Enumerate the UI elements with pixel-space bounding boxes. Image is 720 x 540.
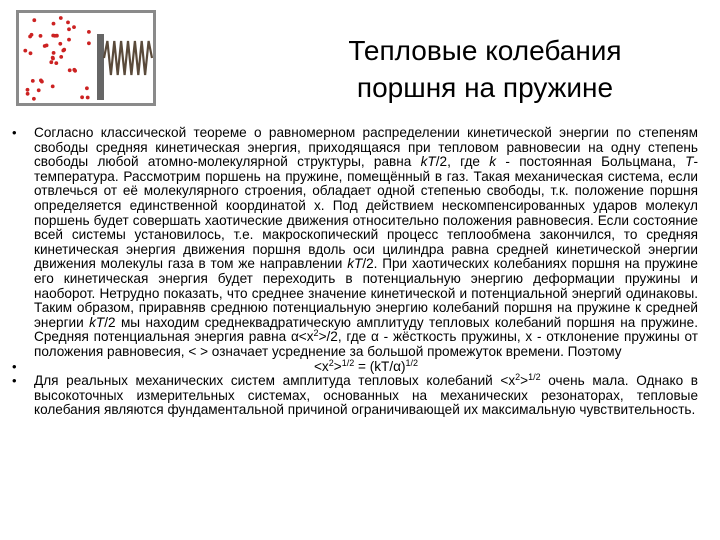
text-fragment: Для реальных механических систем амплитуда тепловых колебаний <x <box>34 373 516 389</box>
bullet-item-theory <box>8 126 698 360</box>
molecule <box>51 85 55 89</box>
molecule <box>86 96 90 100</box>
molecule <box>59 55 63 59</box>
symbol-kt: kT <box>420 154 436 170</box>
superscript: 2 <box>515 372 521 383</box>
title-line-2: поршня на пружине <box>356 72 614 103</box>
molecule <box>68 68 72 72</box>
slide-title <box>300 32 670 106</box>
superscript: 1/2 <box>341 357 355 368</box>
molecule <box>30 33 34 37</box>
superscript: 1/2 <box>528 372 541 383</box>
text-fragment: >/2, где α - жёсткость пружины, х - отклонение пружины от положения равновесия, < > означает усреднение за большой промежуток времени. Поэтому <box>34 329 698 359</box>
molecule <box>23 49 27 53</box>
molecule <box>66 21 70 25</box>
molecule <box>58 42 62 46</box>
bullet-marker: • <box>12 125 17 140</box>
symbol-kt: kT <box>347 256 363 272</box>
molecule <box>31 79 35 83</box>
symbol-kt: kT <box>89 314 105 330</box>
molecule <box>59 16 63 20</box>
piston <box>97 34 104 100</box>
title-line-1: Тепловые колебания <box>348 35 622 66</box>
molecule <box>80 95 84 99</box>
symbol-k: k <box>489 154 497 170</box>
molecule <box>52 51 56 55</box>
molecule <box>39 34 43 38</box>
molecule <box>72 25 76 29</box>
molecule <box>67 27 71 31</box>
molecule <box>85 86 89 90</box>
molecule <box>67 38 71 42</box>
text-fragment: - температура. Рассмотрим поршень на пружине, помещённый в газ. Такая механическая система, если отвлечься от её молекулярного строения, обладает одной степенью свободы, т.к. положение поршня определяется единственной координатой х. Под действием нескомпенсированных ударов молекул поршень будет совершать хаотические движения относительно положения равновесия. Если состояние всей системы установилось, т.е. макроскопический процесс теплообмена закончился, то средняя кинетическая энергия движения поршня вдоль оси цилиндра равна средней кинетической энергии движения молекулы газа в том же направлении <box>34 154 698 272</box>
molecule <box>72 68 76 72</box>
molecule <box>54 61 58 65</box>
superscript: 2 <box>313 328 319 339</box>
molecule <box>32 18 36 22</box>
molecule <box>32 97 36 101</box>
text-fragment: очень мала. Однако в высокоточных измерительных системах, основанных на механических резонаторах, тепловые колебания являются фундаментальной причиной ограничивающей их максимальную чувствительность. <box>34 373 698 418</box>
bullet-item-real-systems <box>8 374 698 418</box>
molecule <box>26 92 30 96</box>
molecule <box>52 22 56 26</box>
molecule <box>87 30 91 34</box>
bullet-text-real-systems <box>34 374 698 418</box>
symbol-t: T <box>685 154 694 170</box>
bullet-text-theory <box>34 126 698 360</box>
molecule <box>62 48 66 52</box>
molecule <box>39 79 43 83</box>
bullet-marker: • <box>12 358 17 374</box>
piston-spring-illustration <box>16 10 156 106</box>
superscript: 2 <box>328 357 334 368</box>
molecule <box>43 44 47 48</box>
amplitude-formula <box>34 357 698 375</box>
molecule <box>49 60 53 64</box>
bullet-item-formula <box>8 357 698 375</box>
text-fragment: > <box>520 373 529 389</box>
superscript: 1/2 <box>405 357 419 368</box>
formula-part: <x <box>313 358 329 374</box>
text-fragment: Согласно классической теореме о равномерном распределении кинетической энергии по степеням свободы средняя кинетическая энергия, приходящаяся при тепловом равновесии на одну степень свободы любой атомно-молекулярной структуры, равна <box>34 125 698 170</box>
molecule <box>51 56 55 60</box>
bullet-marker: • <box>12 373 17 389</box>
molecule <box>37 88 41 92</box>
molecule <box>26 88 30 92</box>
text-fragment: /2, где <box>435 154 490 170</box>
text-fragment: /2 мы находим среднеквадратическую амплитуду тепловых колебаний поршня на пружине. Средняя потенциальная энергия равна α<x <box>34 314 698 345</box>
molecule <box>87 41 91 45</box>
molecule <box>53 34 57 38</box>
formula-part: > <box>333 358 342 374</box>
text-fragment: - постоянная Больцмана, <box>496 154 686 170</box>
text-fragment: /2. При хаотических колебаниях поршня на пружине его кинетическая энергия будет переходить в потенциальную энергию деформации пружины и наоборот. Нетрудно показать, что среднее значение кинетической и потенциальной энергий одинаковы. Таким образом, приравняв среднюю потенциальную энергию колебаний поршня на пружине к средней энергии <box>34 256 698 330</box>
bullet-list <box>8 126 698 418</box>
molecule <box>29 51 33 55</box>
formula-part: = (kT/α) <box>354 358 406 374</box>
